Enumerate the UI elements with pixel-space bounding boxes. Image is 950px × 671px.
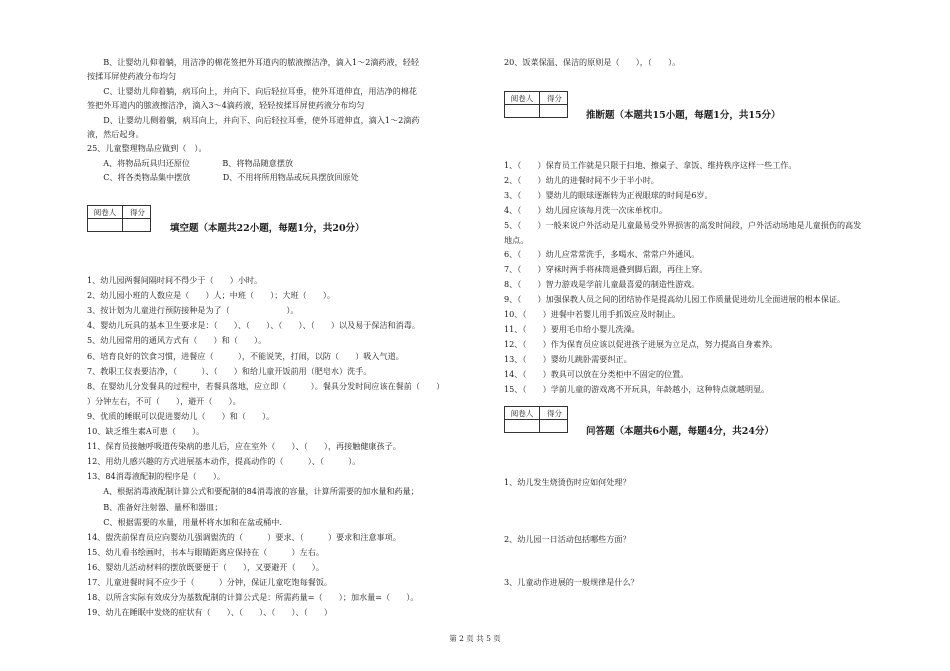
judge-question-line: 5、（ ）一般来说户外活动是儿童最易受外界损害的高发时间段，户外活动场地是儿童损伤的高发 [504, 219, 862, 230]
judge-question-line: 13、（ ）婴幼儿跳卧需要纠正。 [504, 353, 632, 364]
fill-question-line: 4、婴幼儿玩具的基本卫生要求是：（ ）、（ ）、（ ）、（ ）以及易于保洁和消毒。 [87, 320, 420, 331]
section-judge-title: 推断题（本题共15小题，每题1分，共15分） [586, 110, 781, 121]
fill-question-line: 2、幼儿园小班的人数应是（ ）人；中班（ ）；大班（ ）。 [87, 290, 335, 301]
judge-question-line: 11、（ ）要用毛巾给小婴儿洗澡。 [504, 323, 640, 334]
fill-question-line: 8、在婴幼儿分发餐具的过程中，若餐具落地，应立即（ ）。餐具分发时间应该在餐前（ ） [87, 380, 445, 391]
fill-question-line: 7、教职工仪表要洁净，（ ）、（ ）和给儿童开饭前用（肥皂水）洗手。 [87, 365, 372, 376]
fill-question-line: 12、用幼儿感兴趣的方式进展基本动作，提高动作的（ ）、（ ）。 [87, 456, 361, 467]
fill-question-line: C、根据需要的水量，用量杯将水加和在盆或桶中. [87, 516, 282, 527]
judge-question-line: 14、（ ）教具可以放在分类柜中不固定的位置。 [504, 368, 689, 379]
fill-question-line: 19、幼儿在睡眠中发烧的症状有（ ）、（ ）、（ ）、（ ） [87, 607, 333, 618]
grader-score-box [504, 91, 568, 118]
grader-label: 阅卷人 [510, 409, 534, 418]
fill-question-line: 13、84消毒液配制的程序是（ ）。 [87, 471, 225, 482]
judge-question-line: 10、（ ）进餐中若婴儿用手抓饭应及时制止。 [504, 309, 681, 319]
question-line: A、将物品玩具归还原位 B、将物品随意摆放 [87, 157, 294, 168]
fill-question-line: A、根据消毒液配制计算公式和要配制的84消毒液的容量，计算所需要的加水量和药量； [87, 486, 419, 497]
fill-question-line: 1、幼儿园两餐间隔时间不得少于（ ）小时。 [87, 275, 263, 285]
judge-question-line: 8、（ ）智力游戏是学前儿童最喜爱的制造性游戏。 [504, 279, 700, 290]
fill-question-line: 15、幼儿看书绘画时，书本与眼睛距离应保持在（ ）左右。 [87, 546, 324, 557]
fill-question-line: 3、按计划为儿童进行预防接种是为了（ ）。 [87, 305, 299, 316]
fill-question-line: 10、缺乏维生素A可患（ ）。 [87, 426, 205, 436]
grader-label: 阅卷人 [510, 94, 534, 103]
fill-question-line: ）分钟左右，不可（ ），避开（ ）。 [87, 395, 241, 406]
question-line: 按揉耳屏使药液分布均匀 [87, 71, 177, 82]
judge-question-line: 6、（ ）幼儿应常常洗手，多喝水、常常户外通风。 [504, 249, 700, 260]
section-qa-title: 问答题（本题共6小题，每题4分，共24分） [586, 426, 774, 437]
fill-question-line: 11、保育员接触呼吸道传染病的患儿后，应在室外（ ）、（ ），再接触健康孩子。 [87, 441, 401, 452]
question-line: C、将各类物品集中摆放 D、不用将所用物品或玩具摆放回原处 [87, 172, 359, 183]
page-footer: 第 2 页 共 5 页 [449, 634, 501, 643]
fill-question-line: 5、幼儿园常用的通风方式有（ ）和（ ）。 [87, 335, 267, 346]
score-label: 得分 [130, 208, 145, 217]
question-line: 25、儿童整理物品应做到（ ）。 [87, 143, 207, 154]
fill-question-line: B、准备好注射器、量杯和器皿； [87, 501, 223, 512]
qa-question-2: 2、幼儿园一日活动包括哪些方面？ [504, 534, 631, 544]
judge-question-line: 4、（ ）幼儿园应该每月洗一次床单枕巾。 [504, 204, 667, 215]
question-line: 签把外耳道内的脓液擦洁净，滴入3～4滴药液，轻轻按揉耳屏使药液分布均匀 [87, 100, 365, 111]
judge-question-line: 1、（ ）保育员工作就是只限于扫地、擦桌子、拿饭、维持秩序这样一些工作。 [504, 160, 797, 170]
judge-question-line: 地点。 [504, 234, 529, 245]
question-line: B、让婴幼儿仰着躺，用洁净的棉花签把外耳道内的脓液擦洁净，滴入1～2滴药液，轻轻 [87, 57, 419, 67]
judge-question-line: 9、（ ）加强保教人员之间的团结协作是提高幼儿园工作质量促进幼儿全面进展的根本保证。 [504, 294, 846, 305]
score-label: 得分 [547, 409, 562, 418]
judge-question-line: 12、（ ）作为保育员应该以促进孩子进展为立足点，努力提高自身素养。 [504, 338, 778, 349]
section-fill-title: 填空题（本题共22小题，每题1分，共20分） [170, 223, 365, 234]
fill-question-line: 18、以所含实际有效成分为基数配制的计算公式是：所需药量=（ ）；加水量=（ ）。 [87, 592, 419, 603]
fill-question-line: 9、优质的睡眠可以促进婴幼儿（ ）和（ ）。 [87, 410, 275, 421]
question-20: 20、饭菜保温、保洁的原则是（ ），（ ）。 [504, 57, 681, 67]
fill-question-line: 16、婴幼儿活动材料的摆放既要便于（ ），又要避开（ ）。 [87, 561, 324, 572]
fill-question-line: 14、盥洗前保育员应向婴幼儿强调盥洗的（ ）要求、（ ）要求和注意事项。 [87, 531, 401, 542]
qa-question-1: 1、幼儿发生烧烫伤时应如何处理？ [504, 477, 631, 487]
grader-score-box [87, 205, 151, 232]
judge-question-line: 3、（ ）婴幼儿的眼球逐渐转为正视眼球的时间是6岁。 [504, 189, 713, 200]
qa-question-3: 3、儿童动作进展的一般规律是什么？ [504, 577, 639, 587]
grader-score-box [504, 406, 568, 433]
grader-label: 阅卷人 [93, 208, 117, 217]
fill-question-line: 17、儿童进餐时间不应少于（ ）分钟，保证儿童吃饱每餐饭。 [87, 577, 333, 587]
fill-question-line: 6、培育良好的饮食习惯，进餐应（ ），不能说笑，打闹，以防（ ）吸入气道。 [87, 350, 404, 361]
question-line: C、让婴幼儿仰着躺，病耳向上，并向下、向后轻拉耳垂，使外耳道伸直，用洁净的棉花 [87, 85, 417, 96]
judge-question-line: 15、（ ）学前儿童的游戏离不开玩具，年龄越小，这种特点就越明显。 [504, 383, 770, 394]
judge-question-line: 2、（ ）幼儿的进餐时间不少于半小时。 [504, 174, 659, 185]
question-line: 液，然后起身。 [87, 129, 144, 139]
judge-question-line: 7、（ ）穿袜时两手将袜筒退叠到脚后跟，再往上穿。 [504, 264, 708, 275]
question-line: D、让婴幼儿侧着躺，病耳向上，并向下、向后轻拉耳垂，使外耳道伸直，滴入1～2滴药 [87, 114, 420, 125]
score-label: 得分 [547, 94, 562, 103]
